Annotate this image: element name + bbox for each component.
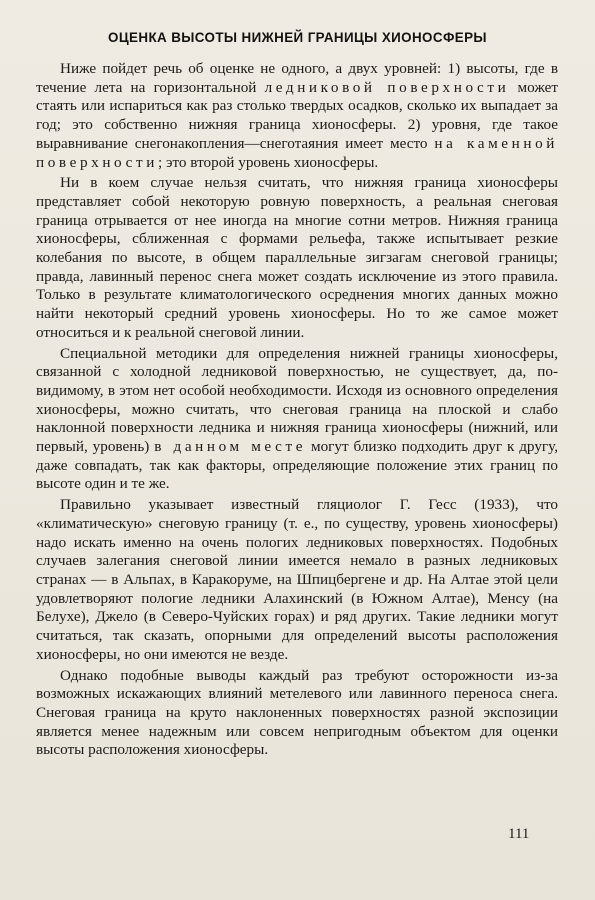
paragraph-1-part-c: может стаять или испариться как раз столько твердых осадков, сколько их выпадает за год; это собственно нижняя граница хионосферы. 2) уровня, где такое выравнивание снегонакопления—снеготаяния имеет место <box>36 78 558 152</box>
body-text <box>36 60 558 762</box>
paragraph-3-spaced-term: в данном месте <box>154 438 307 456</box>
paragraph-3-part-c: могут близко подходить друг к другу, даже совпадать, так как факторы, определяющие положение этих границ по высоте один и те же. <box>36 438 559 493</box>
paragraph-1-part-a: Ниже пойдет речь об оценке не одного, а двух уровней: 1) высоты, где в течение лета на горизонтальной <box>36 60 558 96</box>
paragraph-1-spaced-term-1: ледниковой поверхности <box>264 78 510 96</box>
paragraph-3-part-a: Специальной методики для определения нижней границы хионосферы, связанной с холодной ледниковой поверхностью, не существует, да, по-видимому, в этом нет особой необходимости. Исходя из основного определения хионосферы, можно считать, что снеговая граница на плоской и слабо наклонной поверхности ледника и нижняя граница хионосферы (нижний, или первый, уровень) <box>36 344 558 456</box>
paragraph-5: Однако подобные выводы каждый раз требуют осторожности из-за возможных искажающих влияний метелевого или лавинного переноса снега. Снеговая граница на круто наклоненных поверхностях разной экспозиции является менее надежным или совсем непригодным объектом для оценки высоты расположения хионосферы. <box>36 666 558 759</box>
paragraph-1-part-e: ; это второй уровень хионосферы. <box>157 153 379 171</box>
paragraph-1 <box>36 60 558 172</box>
paragraph-3 <box>36 345 558 495</box>
paragraph-2: Ни в коем случае нельзя считать, что нижняя граница хионосферы представляет собой некоторую ровную поверхность, а реальная снеговая граница отрывается от нее иногда на многие сотни метров. Нижняя граница хионосферы, сближенная с формами рельефа, также испытывает резкие колебания по высоте, в общем параллельные зигзагам снеговой границы; правда, лавинный перенос снега может создать исключение из этого правила. Только в результате климатологического осреднения многих данных можно найти некоторый средний уровень хионосферы. Но то же самое может относиться и к реальной снеговой линии. <box>36 174 558 341</box>
paragraph-4: Правильно указывает известный гляциолог Г. Гесс (1933), что «климатическую» снеговую границу (т. е., по существу, уровень хионосферы) надо искать именно на очень пологих ледниковых поверхностях. Подобных случаев залегания снеговой линии имеется немало в разных ледниковых странах — в Альпах, в Каракоруме, на Шпицбергене и др. На Алтае этой цели удовлетворяют пологие ледники Алахинский (в Южном Алтае), Менсу (на Белухе), Джело (в Северо-Чуйских горах) и ряд других. Такие ледники могут считаться, так сказать, опорными для определений высоты расположения хионосферы, но они имеются не везде. <box>36 496 558 663</box>
page-number: 111 <box>508 826 530 842</box>
paragraph-1-spaced-term-2: на каменной поверхности <box>36 134 558 171</box>
page-heading: ОЦЕНКА ВЫСОТЫ НИЖНЕЙ ГРАНИЦЫ ХИОНОСФЕРЫ <box>108 30 487 45</box>
